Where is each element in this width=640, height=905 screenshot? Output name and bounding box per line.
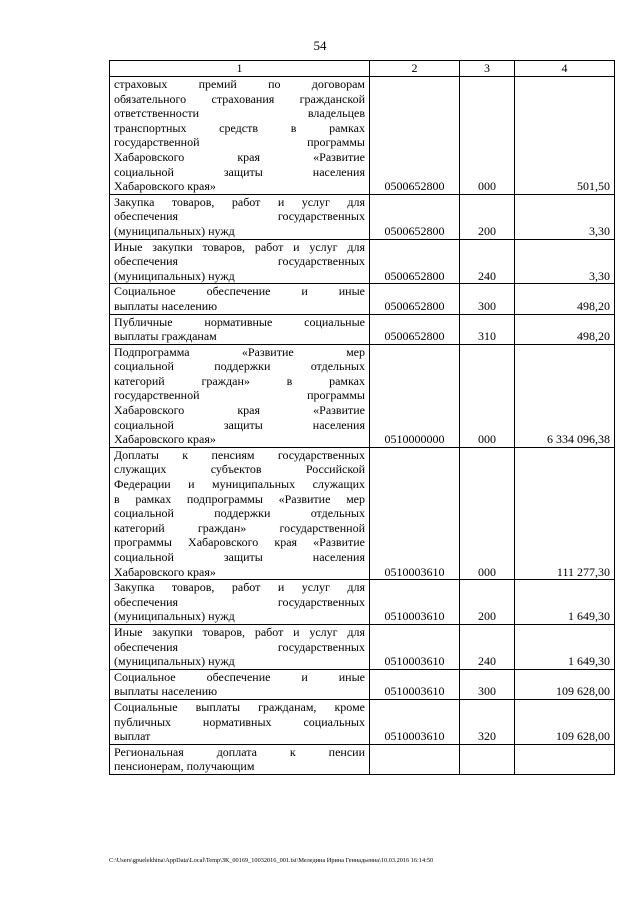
name-line: Социальные выплаты гражданам, кроме — [114, 699, 365, 714]
amount-cell: 109 628,00 — [515, 699, 615, 744]
name-line: Хабаровского края» — [114, 432, 216, 447]
name-line: социальной защиты населения — [114, 417, 365, 432]
name-line: обеспечения государственных — [114, 594, 365, 609]
name-line: Закупка товаров, работ и услуг для — [114, 194, 365, 209]
name-line: обеспечения государственных — [114, 254, 365, 269]
amount-cell: 1 649,30 — [515, 624, 615, 669]
expense-type-cell: 000 — [460, 447, 515, 579]
column-header-1: 1 — [110, 61, 370, 77]
name-line: Хабаровского края» — [114, 179, 216, 194]
expense-type-cell: 300 — [460, 669, 515, 699]
name-line: Федерации и муниципальных служащих — [114, 477, 365, 492]
expense-type-cell: 240 — [460, 624, 515, 669]
row-name-cell — [110, 669, 370, 699]
name-line: выплаты гражданам — [114, 329, 217, 344]
amount-cell: 111 277,30 — [515, 447, 615, 579]
target-article-cell: 0500652800 — [370, 314, 460, 344]
table-row — [110, 284, 615, 314]
name-line: Иные закупки товаров, работ и услуг для — [114, 239, 365, 254]
target-article-cell: 0510003610 — [370, 624, 460, 669]
amount-cell — [515, 744, 615, 774]
name-line: государственной программы — [114, 135, 365, 150]
row-name-cell — [110, 744, 370, 774]
file-path-footer: C:\Users\gpuelekhina\AppData\Local\Temp\ЗК_00169_10032016_001.tsi\Меледина Ирина Геннадьевна\10.03.2016 16:14:50 — [109, 857, 434, 864]
target-article-cell: 0500652800 — [370, 77, 460, 195]
name-line: пенсионерам, получающим — [114, 759, 255, 774]
row-name-cell — [110, 194, 370, 239]
row-name-cell — [110, 77, 370, 195]
expense-type-cell: 300 — [460, 284, 515, 314]
table-row — [110, 77, 615, 195]
name-line: Региональная доплата к пенсии — [114, 744, 365, 759]
name-line: обеспечения государственных — [114, 209, 365, 224]
name-line: обеспечения государственных — [114, 639, 365, 654]
name-line: социальной защиты населения — [114, 550, 365, 564]
table-row — [110, 624, 615, 669]
amount-cell: 498,20 — [515, 314, 615, 344]
table-header — [110, 61, 615, 77]
expense-type-cell: 310 — [460, 314, 515, 344]
name-line: категорий граждан» в рамках — [114, 373, 365, 388]
column-header-2: 2 — [370, 61, 460, 77]
name-line: выплат — [114, 729, 151, 744]
name-line: выплаты населению — [114, 298, 218, 313]
column-header-4: 4 — [515, 61, 615, 77]
row-name-cell — [110, 239, 370, 284]
target-article-cell — [370, 744, 460, 774]
expense-type-cell: 000 — [460, 77, 515, 195]
name-line: Подпрограмма «Развитие мер — [114, 344, 365, 359]
name-line: программы Хабаровского края «Развитие — [114, 535, 365, 550]
target-article-cell: 0510003610 — [370, 447, 460, 579]
name-line: Социальное обеспечение и иные — [114, 669, 365, 684]
row-name-cell — [110, 344, 370, 447]
name-line: в рамках подпрограммы «Развитие мер — [114, 491, 365, 506]
table-row — [110, 314, 615, 344]
name-line: Хабаровского края «Развитие — [114, 403, 365, 418]
name-line: публичных нормативных социальных — [114, 714, 365, 729]
name-line: Социальное обеспечение и иные — [114, 284, 365, 299]
row-name-cell — [110, 314, 370, 344]
name-line: выплаты населению — [114, 684, 218, 699]
expense-type-cell — [460, 744, 515, 774]
name-line: Доплаты к пенсиям государственных — [114, 447, 365, 462]
row-name-cell — [110, 580, 370, 625]
amount-cell: 3,30 — [515, 239, 615, 284]
target-article-cell: 0510003610 — [370, 580, 460, 625]
amount-cell: 1 649,30 — [515, 580, 615, 625]
row-name-cell — [110, 447, 370, 579]
table-row — [110, 669, 615, 699]
name-line: (муниципальных) нужд — [114, 609, 235, 624]
table-row — [110, 194, 615, 239]
target-article-cell: 0510003610 — [370, 669, 460, 699]
name-line: Публичные нормативные социальные — [114, 314, 365, 329]
expense-type-cell: 000 — [460, 344, 515, 447]
expense-type-cell: 320 — [460, 699, 515, 744]
budget-table — [109, 60, 615, 775]
row-name-cell — [110, 699, 370, 744]
target-article-cell: 0500652800 — [370, 239, 460, 284]
name-line: социальной поддержки отдельных — [114, 506, 365, 521]
amount-cell: 501,50 — [515, 77, 615, 195]
name-line: служащих субъектов Российской — [114, 462, 365, 477]
name-line: (муниципальных) нужд — [114, 223, 235, 238]
target-article-cell: 0510000000 — [370, 344, 460, 447]
target-article-cell: 0500652800 — [370, 284, 460, 314]
amount-cell: 3,30 — [515, 194, 615, 239]
row-name-cell — [110, 624, 370, 669]
page-number: 54 — [313, 38, 327, 53]
name-line: страховых премий по договорам — [114, 77, 365, 91]
column-header-3: 3 — [460, 61, 515, 77]
table-row — [110, 580, 615, 625]
table-row — [110, 447, 615, 579]
row-name-cell — [110, 284, 370, 314]
name-line: социальной поддержки отдельных — [114, 359, 365, 374]
name-line: (муниципальных) нужд — [114, 654, 235, 669]
target-article-cell: 0500652800 — [370, 194, 460, 239]
name-line: Закупка товаров, работ и услуг для — [114, 580, 365, 595]
name-line: государственной программы — [114, 388, 365, 403]
name-line: категорий граждан» государственной — [114, 520, 365, 535]
expense-type-cell: 200 — [460, 580, 515, 625]
name-line: (муниципальных) нужд — [114, 268, 235, 283]
name-line: ответственности владельцев — [114, 106, 365, 121]
table-row — [110, 699, 615, 744]
target-article-cell: 0510003610 — [370, 699, 460, 744]
amount-cell: 498,20 — [515, 284, 615, 314]
name-line: Хабаровского края» — [114, 564, 216, 579]
name-line: социальной защиты населения — [114, 164, 365, 179]
table-row — [110, 239, 615, 284]
name-line: Иные закупки товаров, работ и услуг для — [114, 624, 365, 639]
expense-type-cell: 200 — [460, 194, 515, 239]
amount-cell: 6 334 096,38 — [515, 344, 615, 447]
table-row — [110, 744, 615, 774]
name-line: Хабаровского края «Развитие — [114, 149, 365, 164]
name-line: обязательного страхования гражданской — [114, 91, 365, 106]
name-line: транспортных средств в рамках — [114, 120, 365, 135]
expense-type-cell: 240 — [460, 239, 515, 284]
amount-cell: 109 628,00 — [515, 669, 615, 699]
table-body — [110, 77, 615, 775]
table-row — [110, 344, 615, 447]
